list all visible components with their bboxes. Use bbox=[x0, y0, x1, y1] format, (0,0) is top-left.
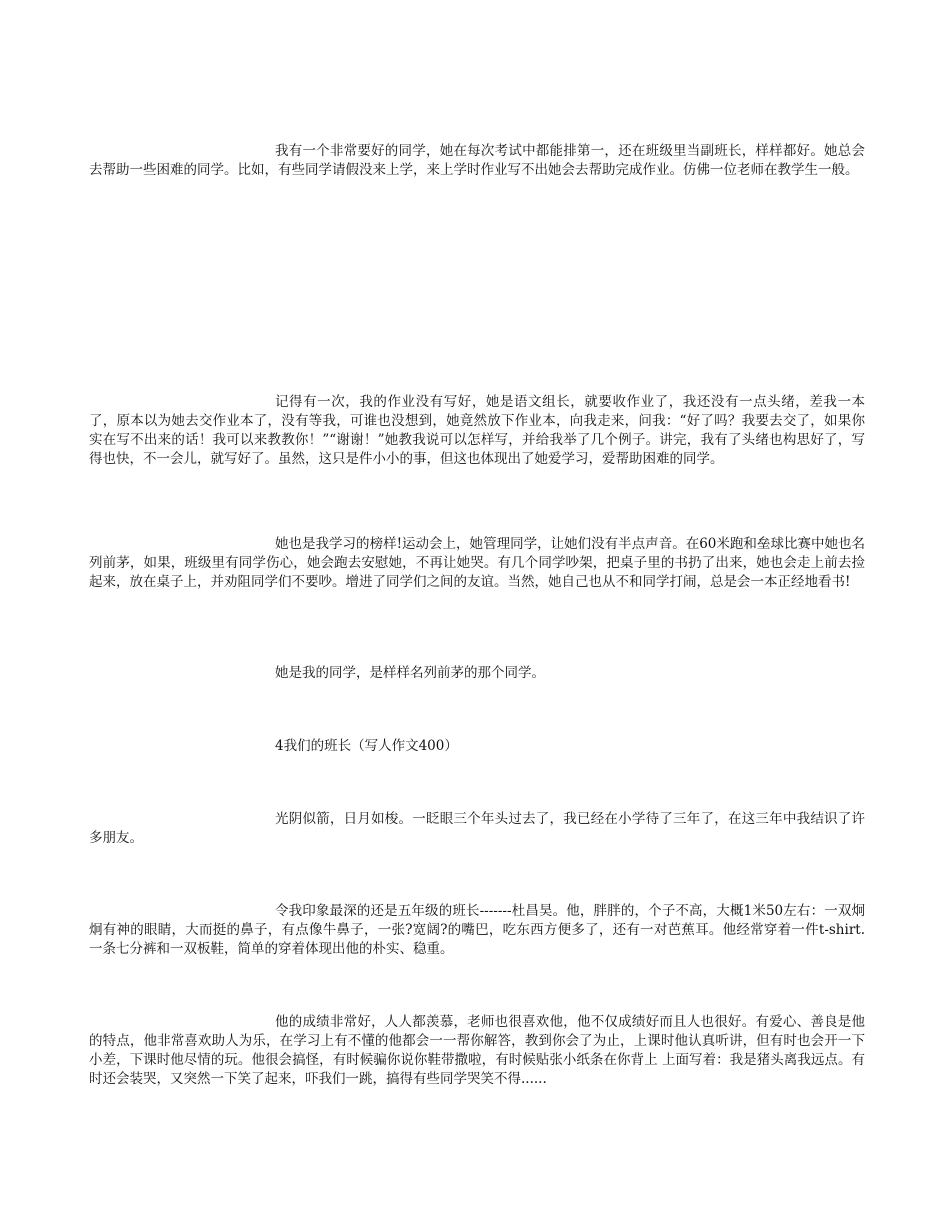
paragraph-1: 我有一个非常要好的同学，她在每次考试中都能排第一，还在班级里当副班长，样样都好。她总会去帮助一些困难的同学。比如，有些同学请假没来上学，来上学时作业写不出她会去帮助完成作业。仿佛一位老师在教学生一般。 bbox=[89, 143, 865, 178]
paragraph-4: 她是我的同学，是样样名列前茅的那个同学。 bbox=[275, 665, 545, 681]
paragraph-2: 记得有一次，我的作业没有写好，她是语文组长，就要收作业了，我还没有一点头绪，差我一本了，原本以为她去交作业本了，没有等我，可谁也没想到，她竟然放下作业本，向我走来，问我：“好了吗？我要去交了，如果你实在写不出来的话！我可以来教教你！”“谢谢！”她教我说可以怎样写，并给我举了几个例子。讲完，我有了头绪也构思好了，写得也快，不一会儿，就写好了。虽然，这只是件小小的事，但这也体现出了她爱学习，爱帮助困难的同学。 bbox=[89, 394, 865, 467]
paragraph-5: 光阴似箭，日月如梭。一眨眼三个年头过去了，我已经在小学待了三年了，在这三年中我结识了许多朋友。 bbox=[89, 811, 865, 846]
essay-heading: 4我们的班长（写人作文400） bbox=[275, 738, 458, 754]
paragraph-6: 令我印象最深的还是五年级的班长-------杜昌昊。他，胖胖的，个子不高，大概1米50左右：一双炯炯有神的眼睛，大而挺的鼻子，有点像牛鼻子，一张?宽阔?的嘴巴，吃东西方便多了，还有一对芭蕉耳。他经常穿着一件t-shirt.一条七分裤和一双板鞋，简单的穿着体现出他的朴实、稳重。 bbox=[89, 903, 865, 957]
paragraph-7: 他的成绩非常好，人人都羡慕，老师也很喜欢他，他不仅成绩好而且人也很好。有爱心、善良是他的特点，他非常喜欢助人为乐，在学习上有不懂的他都会一一帮你解答，教到你会了为止，上课时他认真听讲，但有时也会开一下小差，下课时他尽情的玩。他很会搞怪，有时候骗你说你鞋带撒啦，有时候贴张小纸条在你背上 上面写着：我是猪头离我远点。有时还会装哭，又突然一下笑了起来，吓我们一跳，搞得有些同学哭笑不得...... bbox=[89, 1014, 865, 1087]
paragraph-3: 她也是我学习的榜样!运动会上，她管理同学，让她们没有半点声音。在60米跑和垒球比赛中她也名列前茅，如果，班级里有同学伤心，她会跑去安慰她，不再让她哭。有几个同学吵架，把桌子里的书扔了出来，她也会走上前去捡起来，放在桌子上，并劝阻同学们不要吵。增进了同学们之间的友谊。当然，她自己也从不和同学打闹，总是会一本正经地看书! bbox=[89, 536, 865, 590]
